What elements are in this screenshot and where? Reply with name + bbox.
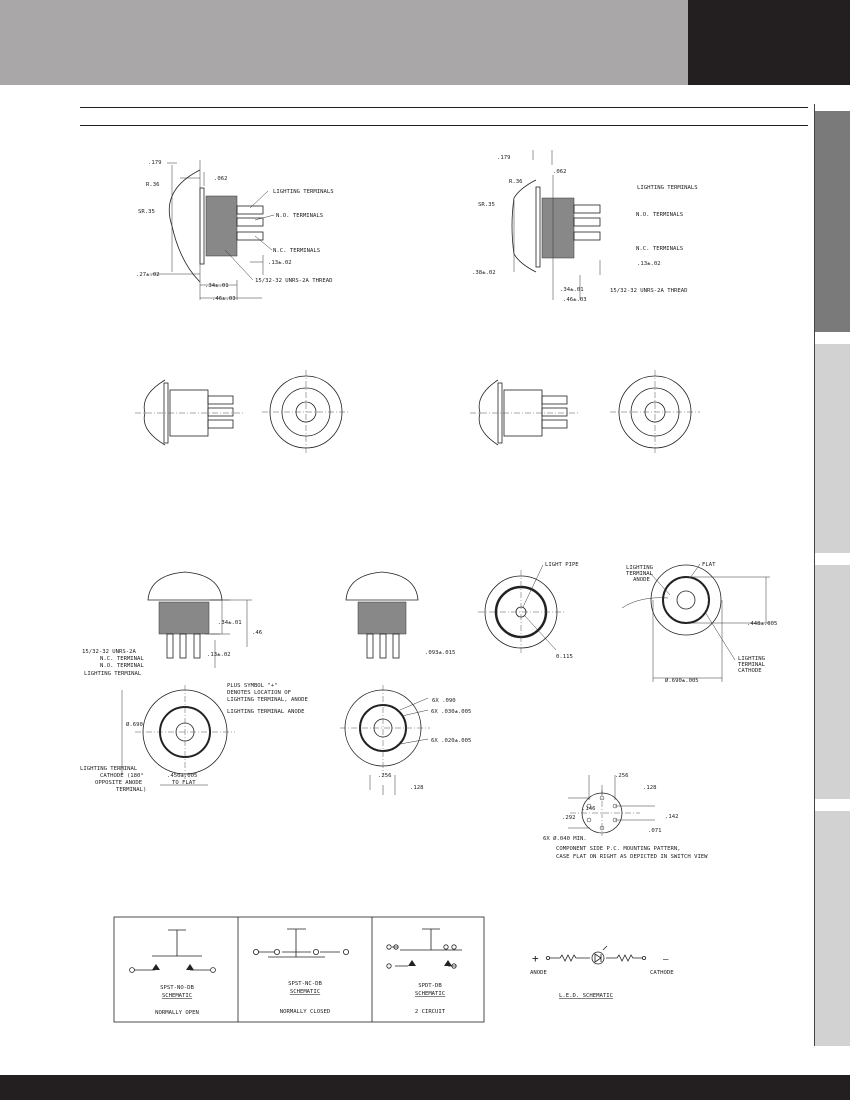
dim-dia: Ø.690 — [126, 722, 143, 728]
caption-1: COMPONENT SIDE P.C. MOUNTING PATTERN, — [556, 846, 681, 852]
dim-146: .146 — [582, 806, 596, 812]
pcb-pattern — [543, 773, 708, 860]
dim-062: .062 — [214, 176, 228, 182]
cathode-3: CATHODE — [738, 668, 762, 674]
led-title: L.E.D. SCHEMATIC — [559, 993, 613, 999]
dim-flat: TO FLAT — [172, 780, 196, 786]
plus-note-1: PLUS SYMBOL "+" — [227, 683, 278, 689]
dim-34: .34±.01 — [218, 620, 242, 626]
dim-13: .13±.02 — [268, 260, 292, 266]
schematic-spdt-name: SPDT-DB — [418, 983, 442, 989]
label-thread: 15/32-32 UNRS-2A THREAD — [255, 278, 333, 284]
dim-46: .46±.03 — [563, 297, 587, 303]
dim-46: .46 — [252, 630, 263, 636]
led-minus: — — [663, 955, 669, 965]
dim-6x090: 6X .090 — [432, 698, 456, 704]
dim-450: .450±.005 — [167, 773, 198, 779]
dim-34: .34±.01 — [205, 283, 229, 289]
schematic-nc-sub: SCHEMATIC — [289, 989, 321, 995]
label-flat: FLAT — [702, 562, 716, 568]
anode-1: LIGHTING — [626, 565, 653, 571]
dim-179: .179 — [148, 160, 162, 166]
label-no-terminals: N.O. TERMINALS — [276, 213, 324, 219]
dim-r36: R.36 — [146, 182, 160, 188]
dim-071: .071 — [648, 828, 662, 834]
dim-256: .256 — [615, 773, 629, 779]
cathode-note-1: LIGHTING TERMINAL — [80, 766, 138, 772]
dim-292: .292 — [562, 815, 576, 821]
anode-3: ANODE — [633, 577, 650, 583]
label-no: N.O. TERMINAL — [100, 663, 144, 669]
dim-128: .128 — [410, 785, 424, 791]
schematic-no-desc: NORMALLY OPEN — [155, 1010, 199, 1016]
cathode-2: TERMINAL — [738, 662, 765, 668]
label-holes: 6X Ø.040 MIN. — [543, 836, 587, 842]
dim-690: Ø.690±.005 — [665, 678, 699, 684]
dim-093: .093±.015 — [425, 650, 456, 656]
side-view-b — [472, 150, 698, 303]
detail-b — [340, 572, 471, 795]
label-lighting-terminals: LIGHTING TERMINALS — [637, 185, 698, 191]
label-anode: LIGHTING TERMINAL ANODE — [227, 709, 305, 715]
schematic-spdt-desc: 2 CIRCUIT — [414, 1009, 446, 1015]
mini-views — [135, 370, 700, 455]
caption-2: CASE FLAT ON RIGHT AS DEPICTED IN SWITCH VIEW — [556, 854, 708, 860]
dim-142: .142 — [665, 814, 679, 820]
schematic-nc-name: SPST-NC-DB — [288, 981, 322, 987]
dim-6x030: 6X .030±.005 — [431, 709, 472, 715]
led-schematic — [530, 946, 674, 999]
dim-6x020: 6X .020±.005 — [431, 738, 472, 744]
detail-c — [622, 562, 777, 684]
schematic-table — [114, 917, 484, 1022]
led-plus: + — [532, 952, 539, 965]
dim-13: .13±.02 — [207, 652, 231, 658]
label-no-terminals: N.O. TERMINALS — [636, 212, 684, 218]
dim-256: .256 — [378, 773, 392, 779]
dim-448: .448±.005 — [747, 621, 778, 627]
dim-38: .38±.02 — [472, 270, 496, 276]
led-cathode: CATHODE — [650, 970, 674, 976]
label-nc-terminals: N.C. TERMINALS — [636, 246, 684, 252]
cathode-note-3: OPPOSITE ANODE — [95, 780, 143, 786]
cathode-note-2: CATHODE (180° — [100, 773, 144, 779]
schematic-nc-desc: NORMALLY CLOSED — [279, 1009, 331, 1015]
label-light-pipe: LIGHT PIPE — [545, 562, 579, 568]
dim-27: .27±.02 — [136, 272, 160, 278]
dim-179: .179 — [497, 155, 511, 161]
label-nc-terminals: N.C. TERMINALS — [273, 248, 321, 254]
schematic-no-sub: SCHEMATIC — [161, 993, 193, 999]
cathode-note-4: TERMINAL) — [116, 787, 147, 793]
dim-sr35: SR.35 — [478, 202, 495, 208]
light-pipe-view — [478, 562, 579, 660]
dim-46: .46±.03 — [212, 296, 236, 302]
label-thread: 15/32-32 UNRS-2A — [82, 649, 136, 655]
label-lighting-terminals: LIGHTING TERMINALS — [273, 189, 334, 195]
dim-062: .062 — [553, 169, 567, 175]
cathode-1: LIGHTING — [738, 656, 765, 662]
plus-note-2: DENOTES LOCATION OF — [227, 690, 291, 696]
label-lighting: LIGHTING TERMINAL — [84, 671, 142, 677]
dim-13: .13±.02 — [637, 261, 661, 267]
anode-2: TERMINAL — [626, 571, 653, 577]
side-view-a — [136, 160, 334, 302]
schematic-spdt-sub: SCHEMATIC — [414, 991, 446, 997]
dim-128: .128 — [643, 785, 657, 791]
dim-0115: 0.115 — [556, 654, 573, 660]
dim-34: .34±.01 — [560, 287, 584, 293]
dim-r36: R.36 — [509, 179, 523, 185]
label-nc: N.C. TERMINAL — [100, 656, 144, 662]
schematic-no-name: SPST-NO-DB — [160, 985, 194, 991]
label-thread: 15/32-32 UNRS-2A THREAD — [610, 288, 688, 294]
dim-sr35: SR.35 — [138, 209, 155, 215]
led-anode: ANODE — [530, 970, 547, 976]
detail-a — [80, 572, 308, 793]
plus-note-3: LIGHTING TERMINAL, ANODE — [227, 697, 308, 703]
